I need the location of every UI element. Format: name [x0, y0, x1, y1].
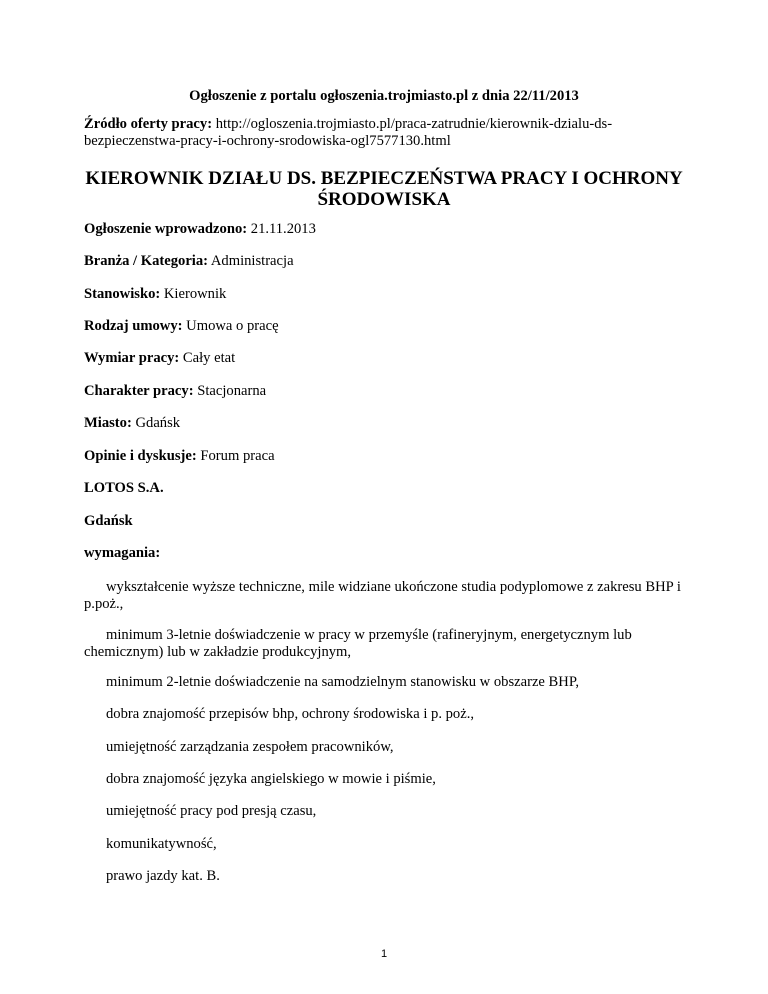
field-label: Wymiar pracy: [84, 350, 180, 366]
field-work-character [84, 383, 684, 400]
field-value: Administracja [210, 253, 294, 269]
field-city [84, 415, 684, 432]
requirement-item: minimum 2-letnie doświadczenie na samodzielnym stanowisku w obszarze BHP, [106, 674, 579, 690]
requirement-item: prawo jazdy kat. B. [106, 868, 220, 884]
requirement-item: umiejętność pracy pod presją czasu, [106, 803, 317, 819]
page-number: 1 [380, 948, 388, 960]
field-label: Branża / Kategoria: [84, 253, 209, 269]
job-title: KIEROWNIK DZIAŁU DS. BEZPIECZEŃSTWA PRACY I OCHRONY ŚRODOWISKA [85, 168, 683, 210]
requirement-item: dobra znajomość przepisów bhp, ochrony środowiska i p. poż., [106, 706, 475, 722]
requirement-item: umiejętność zarządzania zespołem pracowników, [106, 739, 394, 755]
field-label: Ogłoszenie wprowadzono: [84, 221, 248, 237]
field-value: Forum praca [200, 448, 275, 464]
field-value: 21.11.2013 [250, 221, 316, 237]
requirement-item: minimum 3-letnie doświadczenie w pracy w przemyśle (rafineryjnym, energetycznym lub chemicznym) lub w zakładzie produkcyjnym, [84, 627, 632, 660]
company-name: LOTOS S.A. [84, 480, 164, 496]
field-value: Kierownik [163, 286, 227, 302]
field-category [84, 253, 684, 270]
portal-header: Ogłoszenie z portalu ogłoszenia.trojmiasto.pl z dnia 22/11/2013 [189, 88, 579, 104]
field-position [84, 286, 684, 303]
field-label: Charakter pracy: [84, 383, 194, 399]
field-label: Stanowisko: [84, 286, 161, 302]
field-value: Cały etat [182, 350, 236, 366]
field-posted-date [84, 221, 684, 238]
field-label: Miasto: [84, 415, 132, 431]
source-block [84, 116, 684, 150]
company-city: Gdańsk [84, 513, 133, 529]
source-url: http://ogloszenia.trojmiasto.pl/praca-zatrudnie/kierownik-dzialu-ds-bezpieczenstwa-pracy-i-ochrony-srodowiska-ogl7577130.html [84, 116, 613, 149]
field-value: Stacjonarna [197, 383, 267, 399]
field-label: Opinie i dyskusje: [84, 448, 197, 464]
requirement-item: dobra znajomość języka angielskiego w mowie i piśmie, [106, 771, 436, 787]
field-opinions [84, 448, 684, 465]
field-contract-type [84, 318, 684, 335]
field-value: Umowa o pracę [186, 318, 279, 334]
requirements-heading: wymagania: [84, 545, 161, 561]
field-label: Rodzaj umowy: [84, 318, 183, 334]
field-work-time [84, 350, 684, 367]
source-label: Źródło oferty pracy: [84, 116, 213, 132]
requirement-item: komunikatywność, [106, 836, 217, 852]
field-value: Gdańsk [135, 415, 181, 431]
requirement-item: wykształcenie wyższe techniczne, mile widziane ukończone studia podyplomowe z zakresu BHP i p.poż., [84, 579, 681, 612]
